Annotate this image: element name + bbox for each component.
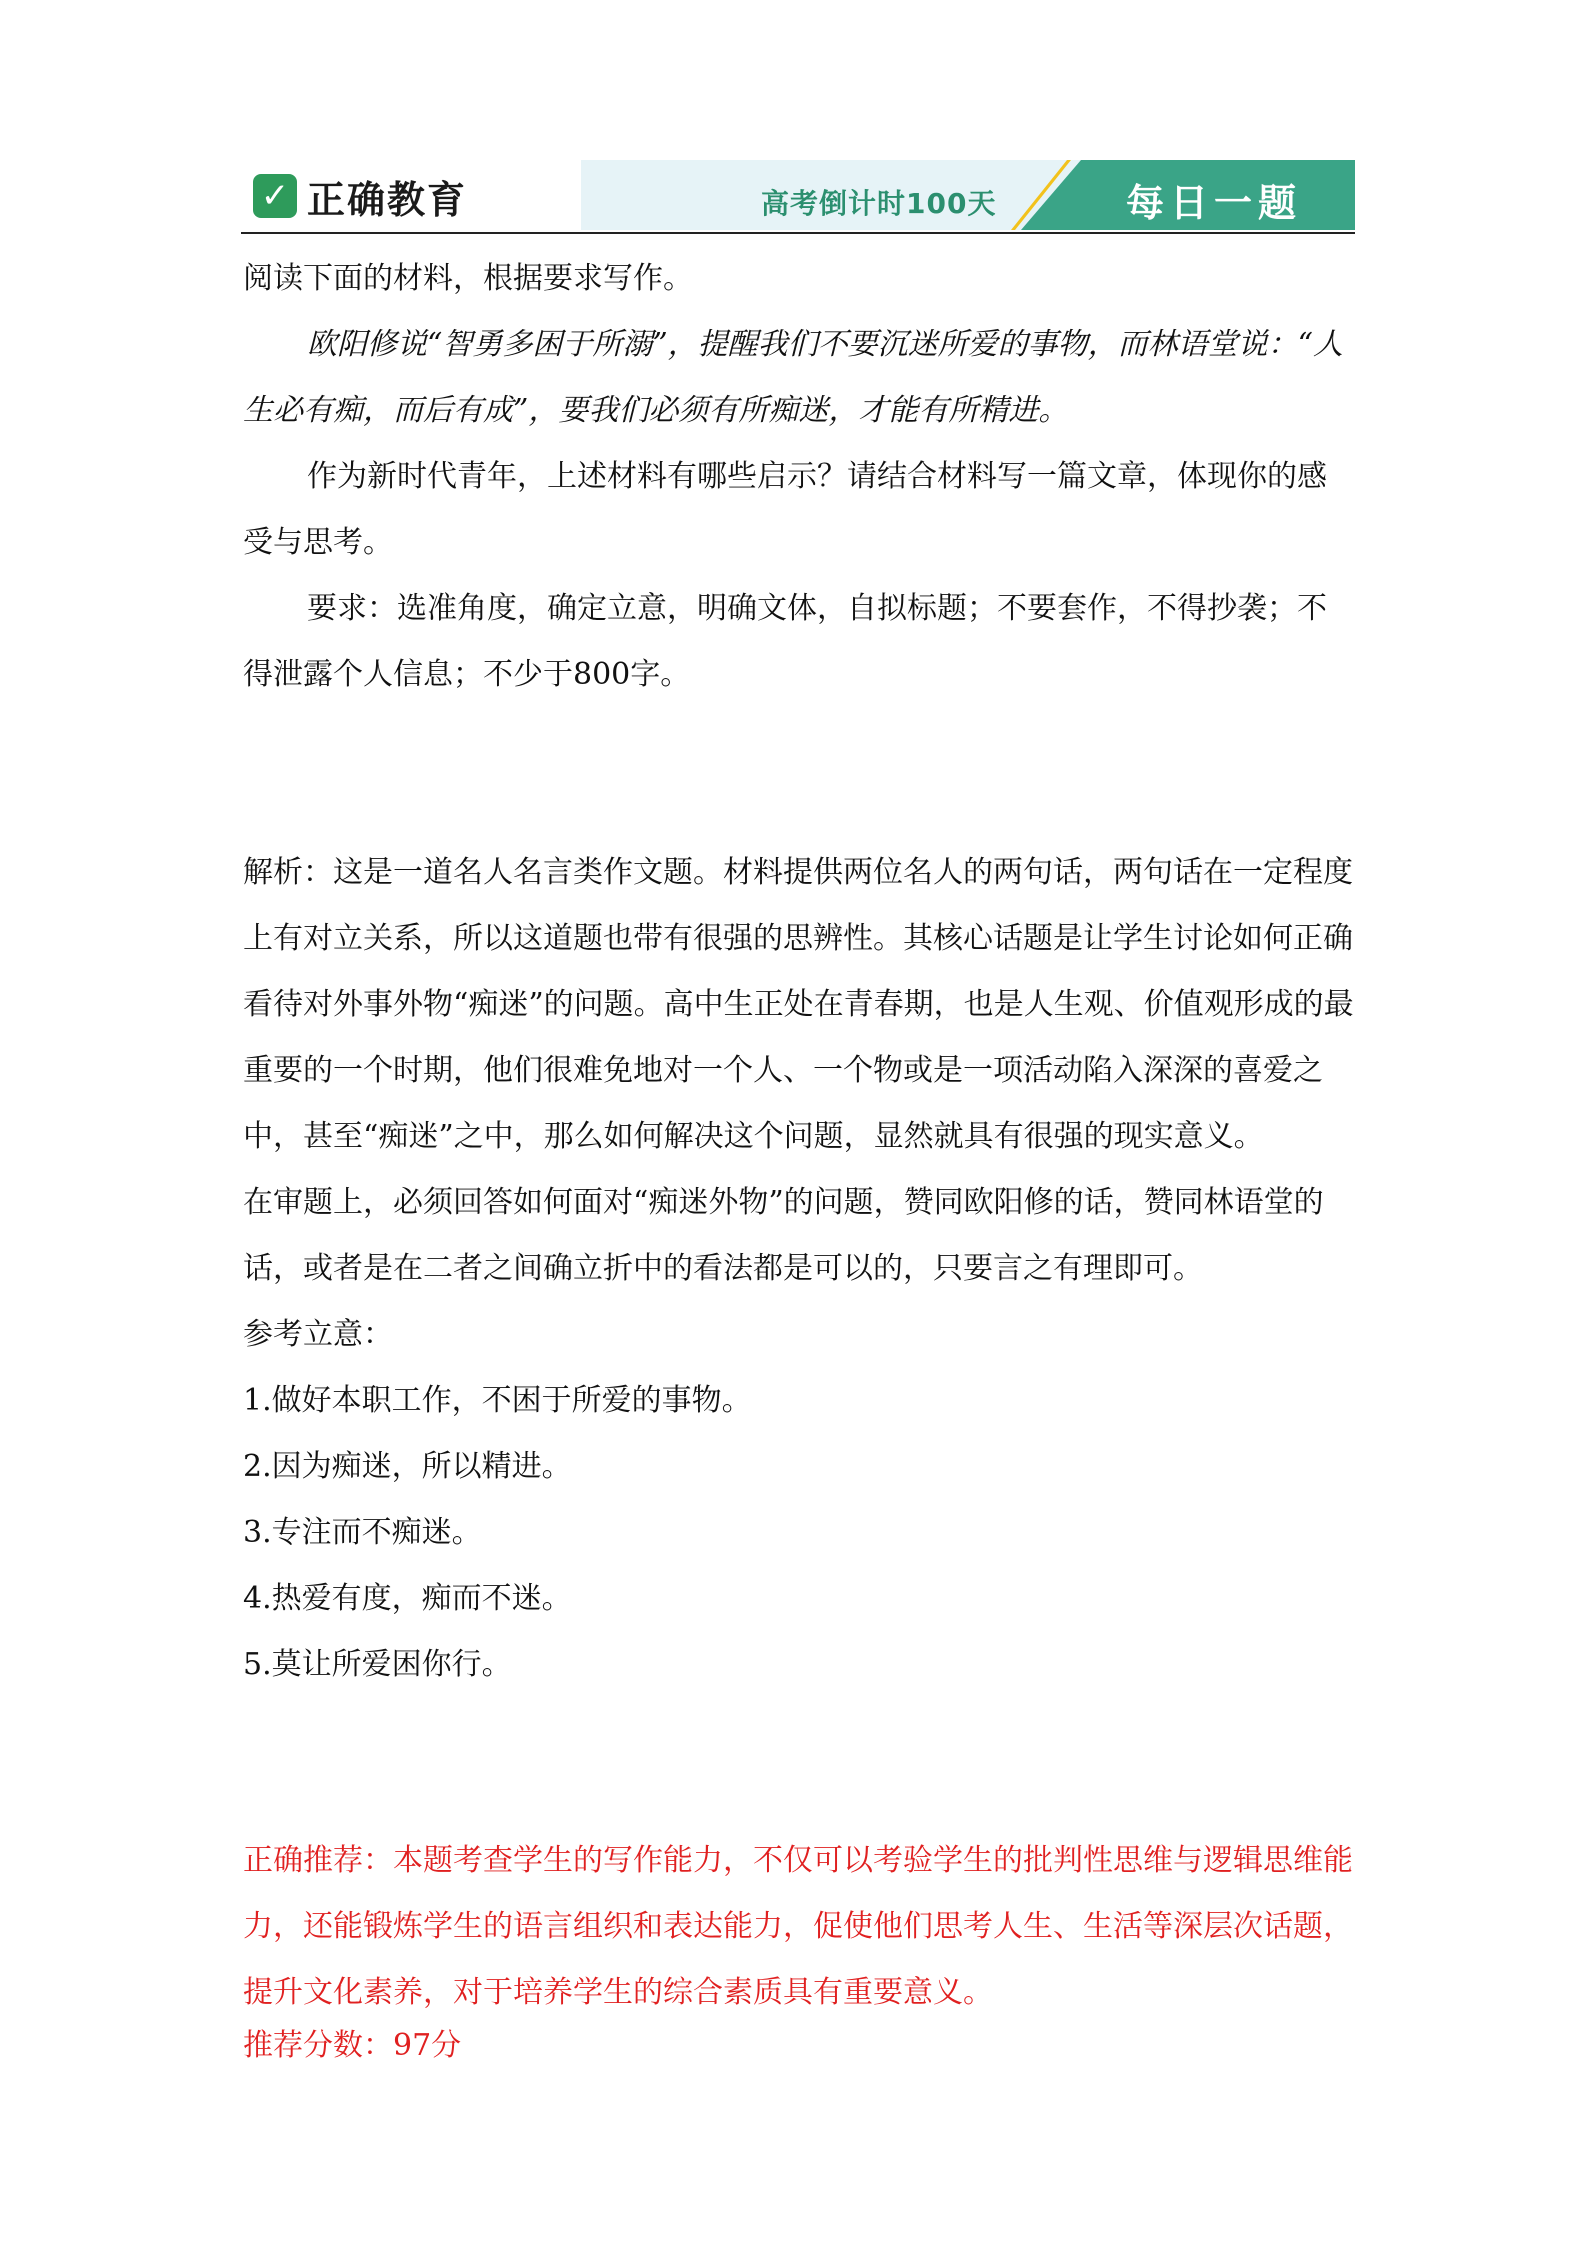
checkmark-icon: ✓ [253, 174, 297, 218]
question-requirements: 要求：选准角度，确定立意，明确文体，自拟标题；不要套作，不得抄袭；不得泄露个人信息；不少于800字。 [243, 591, 1327, 692]
brand-logo [253, 170, 467, 222]
reference-title: 参考立意： [243, 1317, 393, 1352]
reference-item-4: 4.热爱有度，痴而不迷。 [243, 1581, 572, 1616]
spacer [243, 1698, 1355, 1828]
reference-item-1: 1.做好本职工作，不困于所爱的事物。 [243, 1383, 752, 1418]
recommendation-text: 正确推荐：本题考查学生的写作能力，不仅可以考验学生的批判性思维与逻辑思维能力，还能锻炼学生的语言组织和表达能力，促使他们思考人生、生活等深层次话题，提升文化素养，对于培养学生的综合素质具有重要意义。 [243, 1843, 1353, 2010]
brand-name: 正确教育 [307, 177, 468, 222]
spacer [243, 708, 1355, 840]
reference-item-3: 3.专注而不痴迷。 [243, 1515, 482, 1550]
reference-item-5: 5.莫让所爱困你行。 [243, 1647, 512, 1682]
question-material: 欧阳修说“智勇多困于所溺”，提醒我们不要沉迷所爱的事物，而林语堂说：“人生必有痴，而后有成”，要我们必须有所痴迷，才能有所精进。 [243, 327, 1344, 428]
page-header [241, 160, 1355, 234]
question-intro: 阅读下面的材料，根据要求写作。 [243, 261, 693, 296]
analysis-paragraph-2: 在审题上，必须回答如何面对“痴迷外物”的问题，赞同欧阳修的话，赞同林语堂的话，或者是在二者之间确立折中的看法都是可以的，只要言之有理即可。 [243, 1185, 1324, 1286]
analysis-paragraph-1: 解析：这是一道名人名言类作文题。材料提供两位名人的两句话，两句话在一定程度上有对立关系，所以这道题也带有很强的思辨性。其核心话题是让学生讨论如何正确看待对外事外物“痴迷”的问题。高中生正处在青春期，也是人生观、价值观形成的最重要的一个时期，他们很难免地对一个人、一个物或是一项活动陷入深深的喜爱之中，甚至“痴迷”之中，那么如何解决这个问题，显然就具有很强的现实意义。 [243, 855, 1354, 1154]
recommendation-score: 推荐分数：97分 [243, 2028, 462, 2063]
reference-item-2: 2.因为痴迷，所以精进。 [243, 1449, 572, 1484]
question-prompt: 作为新时代青年，上述材料有哪些启示？请结合材料写一篇文章，体现你的感受与思考。 [243, 459, 1327, 560]
document-body [243, 246, 1355, 2066]
countdown-text: 高考倒计时100天 [761, 187, 997, 220]
daily-question-label: 每日一题 [1126, 181, 1303, 225]
